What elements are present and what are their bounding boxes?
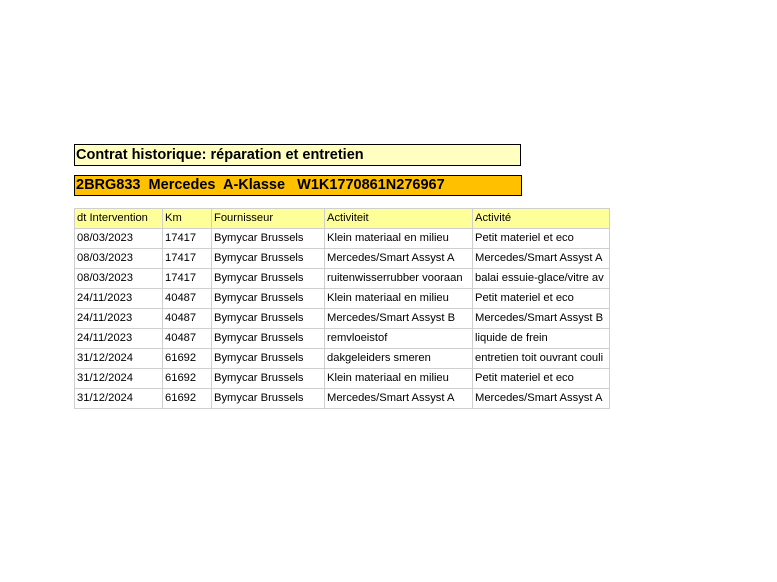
cell-date: 31/12/2024 — [75, 349, 163, 369]
cell-supplier: Bymycar Brussels — [212, 289, 325, 309]
table-row — [75, 329, 610, 349]
cell-km: 61692 — [163, 369, 212, 389]
cell-date: 08/03/2023 — [75, 249, 163, 269]
cell-activity-fr: Mercedes/Smart Assyst B — [473, 309, 610, 329]
cell-activity-nl: dakgeleiders smeren — [325, 349, 473, 369]
table-row — [75, 369, 610, 389]
cell-activity-fr: liquide de frein — [473, 329, 610, 349]
table-row — [75, 229, 610, 249]
cell-supplier: Bymycar Brussels — [212, 349, 325, 369]
cell-km: 61692 — [163, 389, 212, 409]
cell-activity-fr: balai essuie-glace/vitre av — [473, 269, 610, 289]
table-row — [75, 289, 610, 309]
cell-activity-fr: Petit materiel et eco — [473, 369, 610, 389]
cell-activity-fr: Petit materiel et eco — [473, 229, 610, 249]
cell-supplier: Bymycar Brussels — [212, 369, 325, 389]
cell-km: 17417 — [163, 249, 212, 269]
cell-date: 31/12/2024 — [75, 369, 163, 389]
column-header-date: dt Intervention — [75, 209, 163, 229]
cell-date: 31/12/2024 — [75, 389, 163, 409]
cell-activity-nl: Mercedes/Smart Assyst A — [325, 249, 473, 269]
vehicle-model: A-Klasse — [222, 177, 286, 193]
cell-km: 61692 — [163, 349, 212, 369]
cell-activity-nl: Klein materiaal en milieu — [325, 369, 473, 389]
column-header-activity-fr: Activité — [473, 209, 610, 229]
cell-activity-nl: ruitenwisserrubber vooraan — [325, 269, 473, 289]
cell-km: 17417 — [163, 229, 212, 249]
cell-activity-fr: Petit materiel et eco — [473, 289, 610, 309]
table-row — [75, 249, 610, 269]
cell-supplier: Bymycar Brussels — [212, 249, 325, 269]
cell-activity-nl: Klein materiaal en milieu — [325, 289, 473, 309]
cell-supplier: Bymycar Brussels — [212, 309, 325, 329]
table-row — [75, 389, 610, 409]
cell-km: 40487 — [163, 289, 212, 309]
table-header-row — [75, 209, 610, 229]
cell-supplier: Bymycar Brussels — [212, 229, 325, 249]
cell-activity-nl: remvloeistof — [325, 329, 473, 349]
cell-activity-fr: Mercedes/Smart Assyst A — [473, 249, 610, 269]
cell-supplier: Bymycar Brussels — [212, 329, 325, 349]
column-header-activity-nl: Activiteit — [325, 209, 473, 229]
table-row — [75, 349, 610, 369]
column-header-km: Km — [163, 209, 212, 229]
cell-activity-fr: entretien toit ouvrant couli — [473, 349, 610, 369]
cell-date: 24/11/2023 — [75, 289, 163, 309]
table-row — [75, 309, 610, 329]
cell-date: 08/03/2023 — [75, 269, 163, 289]
cell-date: 08/03/2023 — [75, 229, 163, 249]
cell-km: 40487 — [163, 329, 212, 349]
column-header-supplier: Fournisseur — [212, 209, 325, 229]
cell-supplier: Bymycar Brussels — [212, 269, 325, 289]
cell-activity-nl: Mercedes/Smart Assyst B — [325, 309, 473, 329]
page-title: Contrat historique: réparation et entretien — [74, 144, 521, 166]
vehicle-make: Mercedes — [148, 177, 216, 193]
cell-date: 24/11/2023 — [75, 309, 163, 329]
cell-activity-nl: Klein materiaal en milieu — [325, 229, 473, 249]
vehicle-banner — [74, 175, 522, 196]
table-row — [75, 269, 610, 289]
cell-activity-fr: Mercedes/Smart Assyst A — [473, 389, 610, 409]
cell-km: 40487 — [163, 309, 212, 329]
history-table — [74, 208, 610, 409]
cell-km: 17417 — [163, 269, 212, 289]
vehicle-vin: W1K1770861N276967 — [297, 177, 445, 193]
cell-supplier: Bymycar Brussels — [212, 389, 325, 409]
cell-activity-nl: Mercedes/Smart Assyst A — [325, 389, 473, 409]
vehicle-plate: 2BRG833 — [76, 177, 141, 193]
cell-date: 24/11/2023 — [75, 329, 163, 349]
